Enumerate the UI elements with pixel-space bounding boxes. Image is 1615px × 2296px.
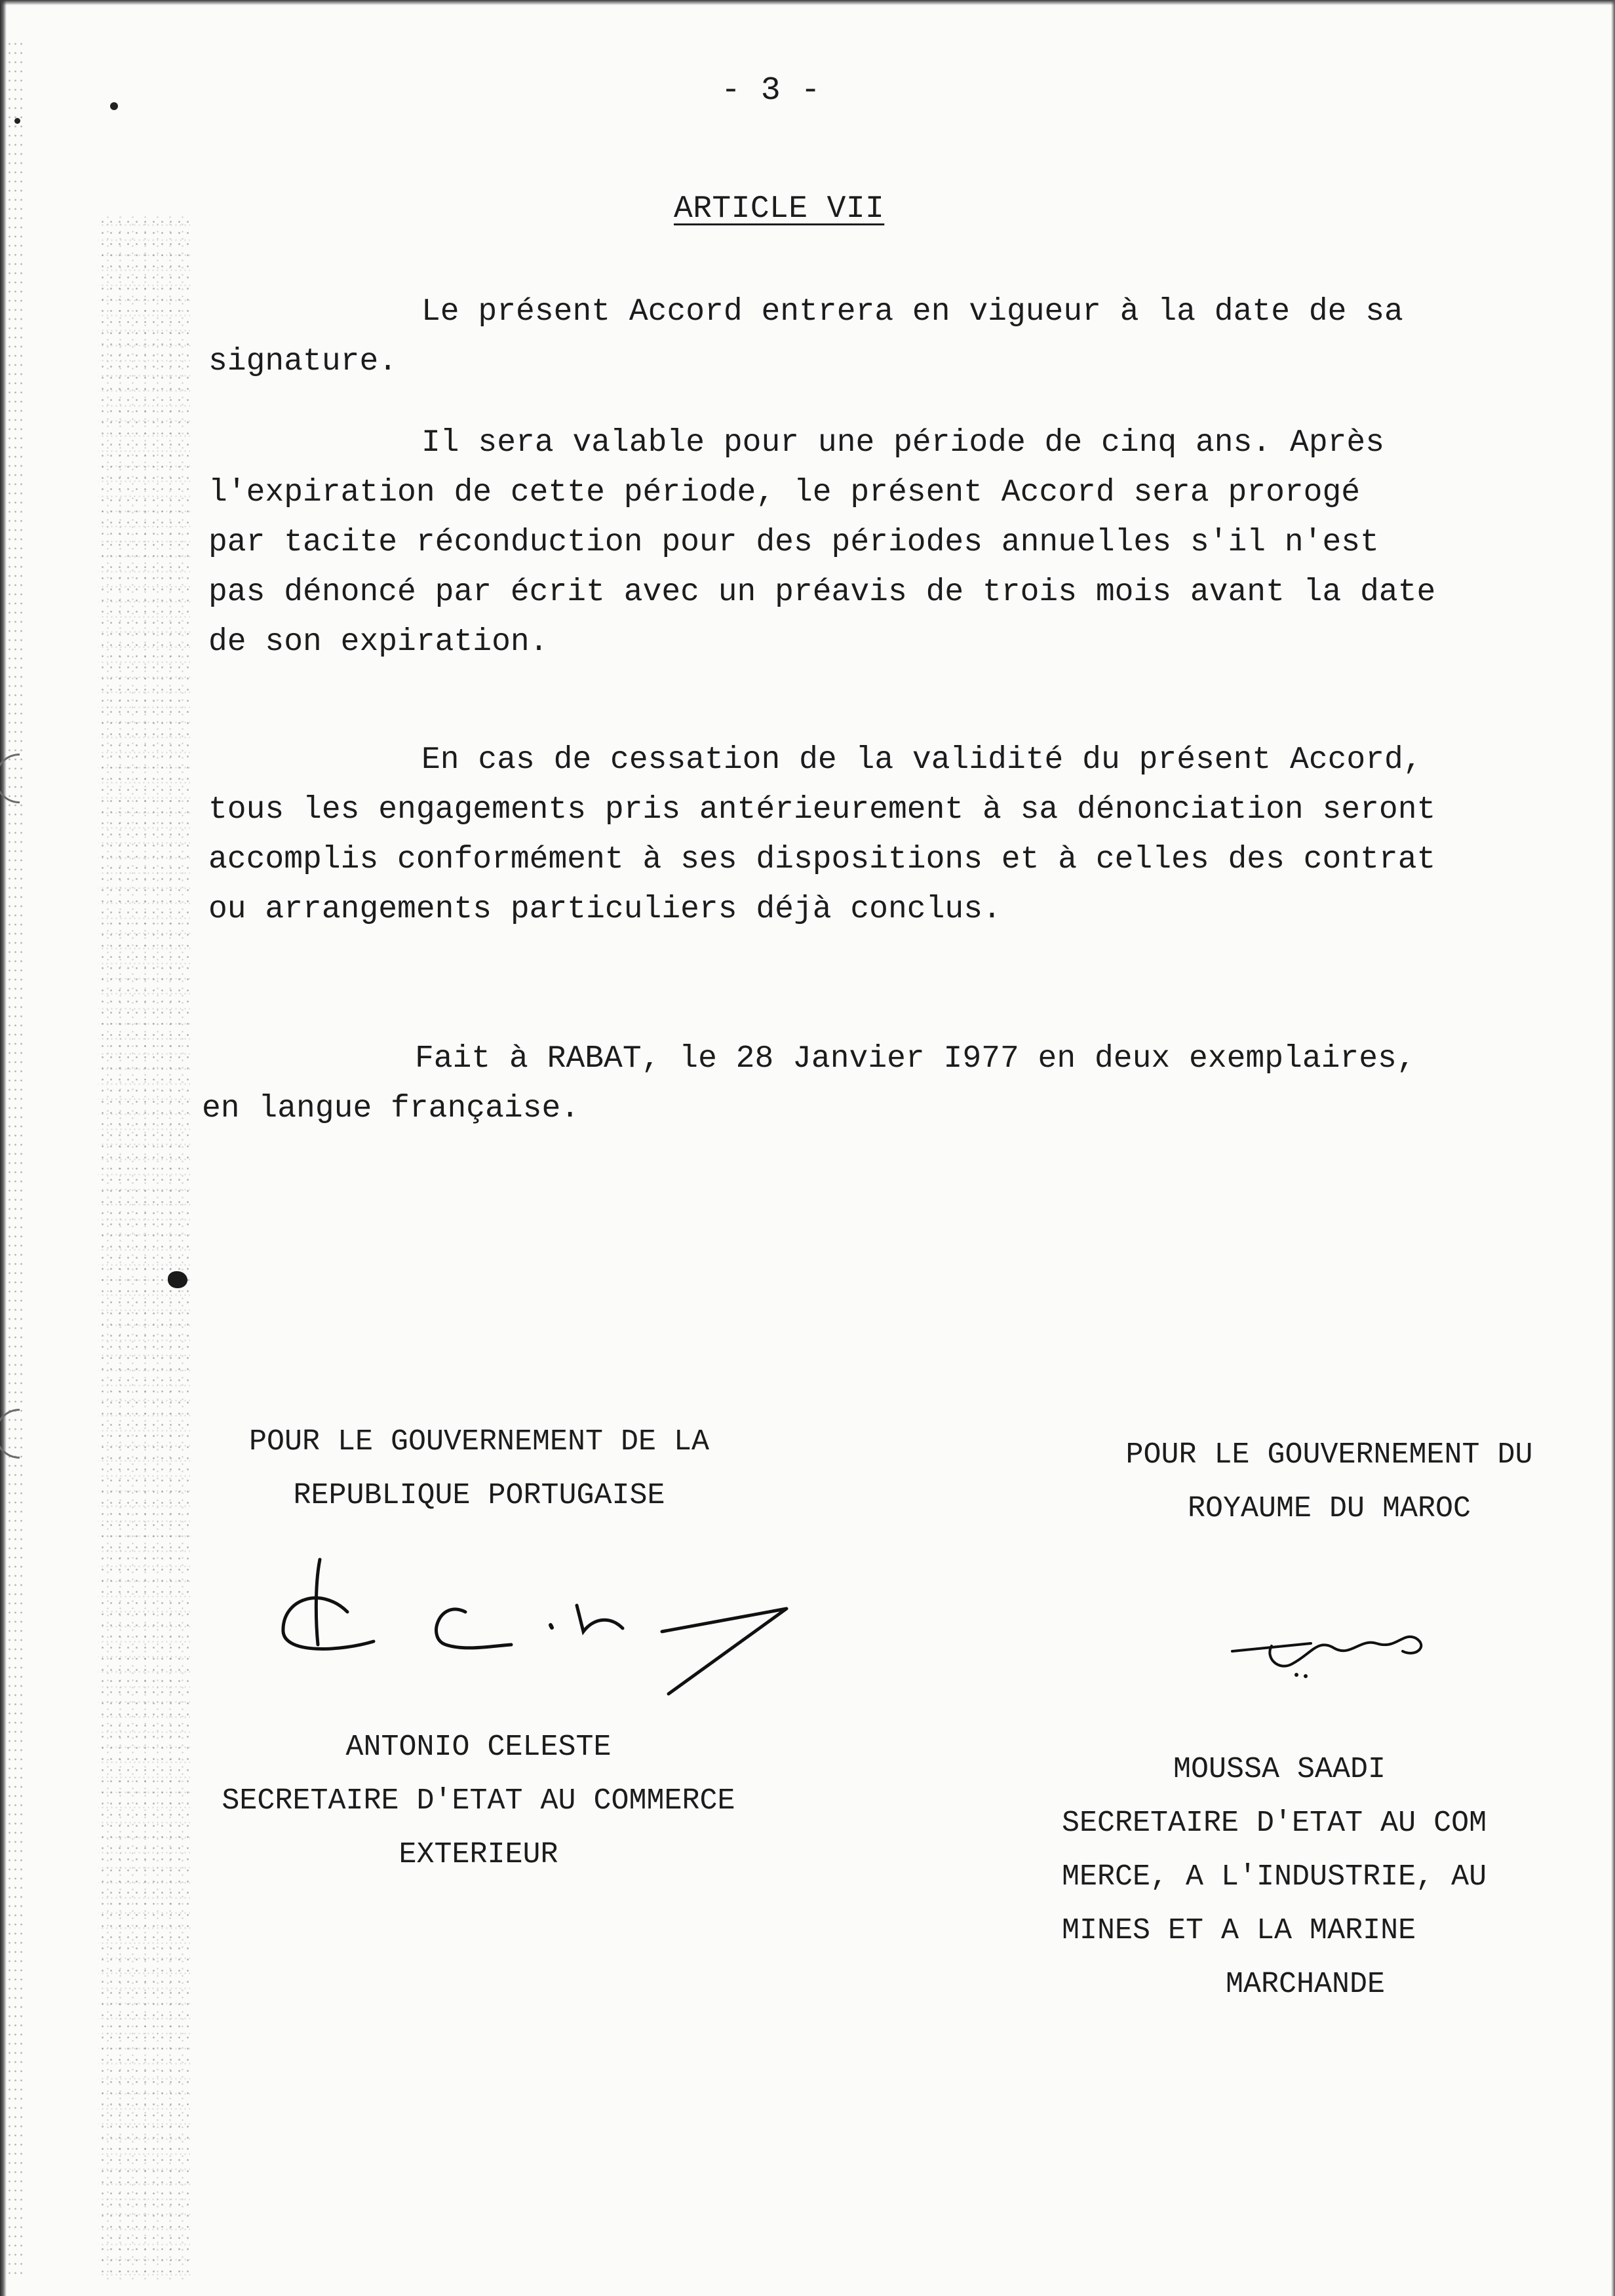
paragraph-line: tous les engagements pris antérieurement à sa dénonciation seront (208, 792, 1436, 828)
paragraph-validity (208, 418, 1578, 667)
paragraph-line: de son expiration. (208, 624, 549, 660)
paragraph-line: signature. (208, 344, 398, 379)
party-heading-line: REPUBLIQUE PORTUGAISE (293, 1479, 665, 1512)
signatory-line: SECRETAIRE D'ETAT AU COMMERCE (222, 1784, 735, 1818)
paragraph-line: l'expiration de cette période, le présent Accord sera prorogé (208, 475, 1361, 510)
right-party-heading (1060, 1428, 1598, 1536)
signatory-line: MERCE, A L'INDUSTRIE, AU (1062, 1860, 1487, 1894)
scan-edge-left (0, 0, 7, 2296)
signatory-line: MINES ET A LA MARINE (1062, 1914, 1416, 1947)
paragraph-line: accomplis conformément à ses dispositions et à celles des contrat (208, 842, 1436, 877)
left-signature (269, 1546, 813, 1697)
scan-edge-top (0, 0, 1615, 5)
article-heading: ARTICLE VII (674, 191, 885, 227)
paragraph-line: Il sera valable pour une période de cinq ans. Après (421, 425, 1385, 461)
scan-dot (14, 118, 20, 124)
scan-noise-band (98, 216, 190, 2280)
signatory-line: SECRETAIRE D'ETAT AU COM (1062, 1807, 1487, 1840)
left-signatory (151, 1721, 806, 1882)
party-heading-line: POUR LE GOUVERNEMENT DE LA (248, 1425, 710, 1459)
paragraph-entry-into-force (208, 287, 1578, 387)
paragraph-line: En cas de cessation de la validité du présent Accord, (421, 742, 1422, 778)
page-number: - 3 - (721, 72, 821, 109)
party-heading-line: POUR LE GOUVERNEMENT DU (1125, 1438, 1533, 1472)
scan-noise-strip (7, 39, 25, 2280)
paragraph-line: par tacite réconduction pour des périodes annuelles s'il n'est (208, 525, 1379, 560)
paragraph-termination (208, 735, 1578, 934)
paragraph-done-at (202, 1034, 1572, 1134)
signatory-line: MOUSSA SAADI (1173, 1753, 1386, 1786)
signatory-line: MARCHANDE (1226, 1968, 1386, 2001)
paragraph-line: ou arrangements particuliers déjà conclus. (208, 892, 1002, 927)
paragraph-line: en langue française. (202, 1091, 580, 1126)
left-party-heading (194, 1415, 764, 1523)
right-signature (1219, 1612, 1442, 1691)
party-heading-line: ROYAUME DU MAROC (1187, 1492, 1471, 1525)
paragraph-line: pas dénoncé par écrit avec un préavis de trois mois avant la date (208, 575, 1436, 610)
scan-dot (110, 102, 118, 110)
paragraph-line: Le présent Accord entrera en vigueur à la date de sa (421, 294, 1403, 330)
signatory-line: EXTERIEUR (399, 1838, 558, 1871)
right-signatory (1062, 1743, 1615, 2012)
signatory-line: ANTONIO CELESTE (345, 1731, 612, 1764)
paragraph-line: Fait à RABAT, le 28 Janvier I977 en deux exemplaires, (415, 1041, 1416, 1077)
ink-blot (168, 1271, 187, 1288)
